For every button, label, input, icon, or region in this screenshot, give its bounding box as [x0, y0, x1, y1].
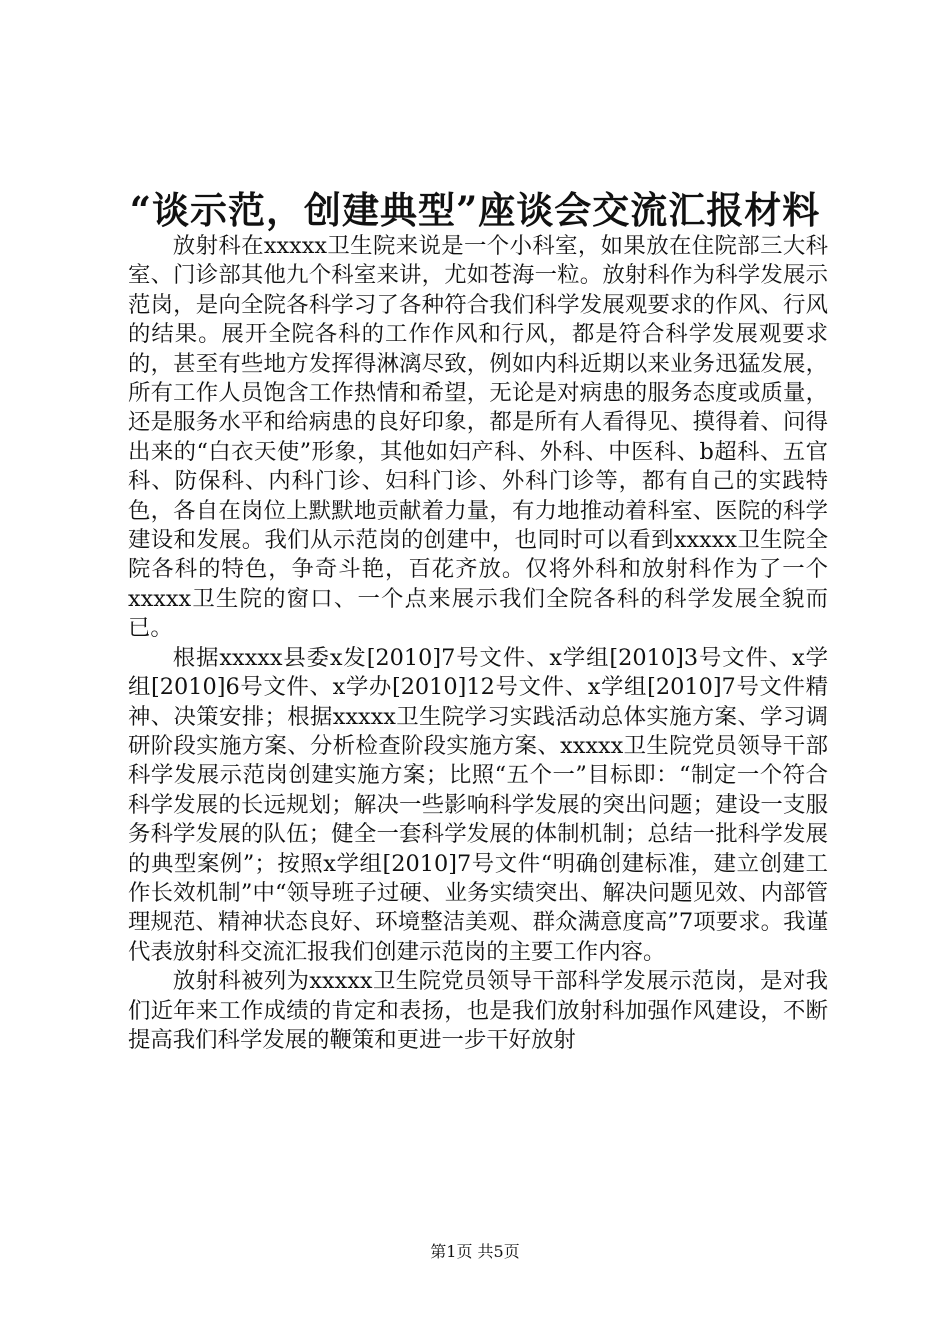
page-indicator: 第1页 共5页 [430, 1242, 520, 1261]
paragraph-2: 根据xxxxx县委x发[2010]7号文件、x学组[2010]3号文件、x学组[2010]6号文件、x学办[2010]12号文件、x学组[2010]7号文件精神、决策安排；根据xxxxx卫生院学习实践活动总体实施方案、学习调研阶段实施方案、分析检查阶段实施方案、xxxxx卫生院党员领导干部科学发展示范岗创建实施方案；比照“五个一”目标即：“制定一个符合科学发展的长远规划；解决一些影响科学发展的突出问题；建设一支服务科学发展的队伍；健全一套科学发展的体制机制；总结一批科学发展的典型案例”；按照x学组[2010]7号文件“明确创建标准，建立创建工作长效机制”中“领导班子过硬、业务实绩突出、解决问题见效、内部管理规范、精神状态良好、环境整洁美观、群众满意度高”7项要求。我谨代表放射科交流汇报我们创建示范岗的主要工作内容。 [128, 644, 828, 965]
paragraph-3: 放射科被列为xxxxx卫生院党员领导干部科学发展示范岗，是对我们近年来工作成绩的肯定和表扬，也是我们放射科加强作风建设，不断提高我们科学发展的鞭策和更进一步干好放射 [128, 968, 828, 1053]
document-body [128, 232, 828, 1053]
paragraph-1: 放射科在xxxxx卫生院来说是一个小科室，如果放在住院部三大科室、门诊部其他九个科室来讲，尤如苍海一粒。放射科作为科学发展示范岗，是向全院各科学习了各种符合我们科学发展观要求的作风、行风的结果。展开全院各科的工作作风和行风，都是符合科学发展观要求的，甚至有些地方发挥得淋漓尽致，例如内科近期以来业务迅猛发展，所有工作人员饱含工作热情和希望，无论是对病患的服务态度或质量，还是服务水平和给病患的良好印象，都是所有人看得见、摸得着、问得出来的“白衣天使”形象，其他如妇产科、外科、中医科、b超科、五官科、防保科、内科门诊、妇科门诊、外科门诊等，都有自己的实践特色，各自在岗位上默默地贡献着力量，有力地推动着科室、医院的科学建设和发展。我们从示范岗的创建中，也同时可以看到xxxxx卫生院全院各科的特色，争奇斗艳，百花齐放。仅将外科和放射科作为了一个xxxxx卫生院的窗口、一个点来展示我们全院各科的科学发展全貌而已。 [128, 233, 828, 642]
document-title: “谈示范，创建典型”座谈会交流汇报材料 [129, 188, 821, 232]
